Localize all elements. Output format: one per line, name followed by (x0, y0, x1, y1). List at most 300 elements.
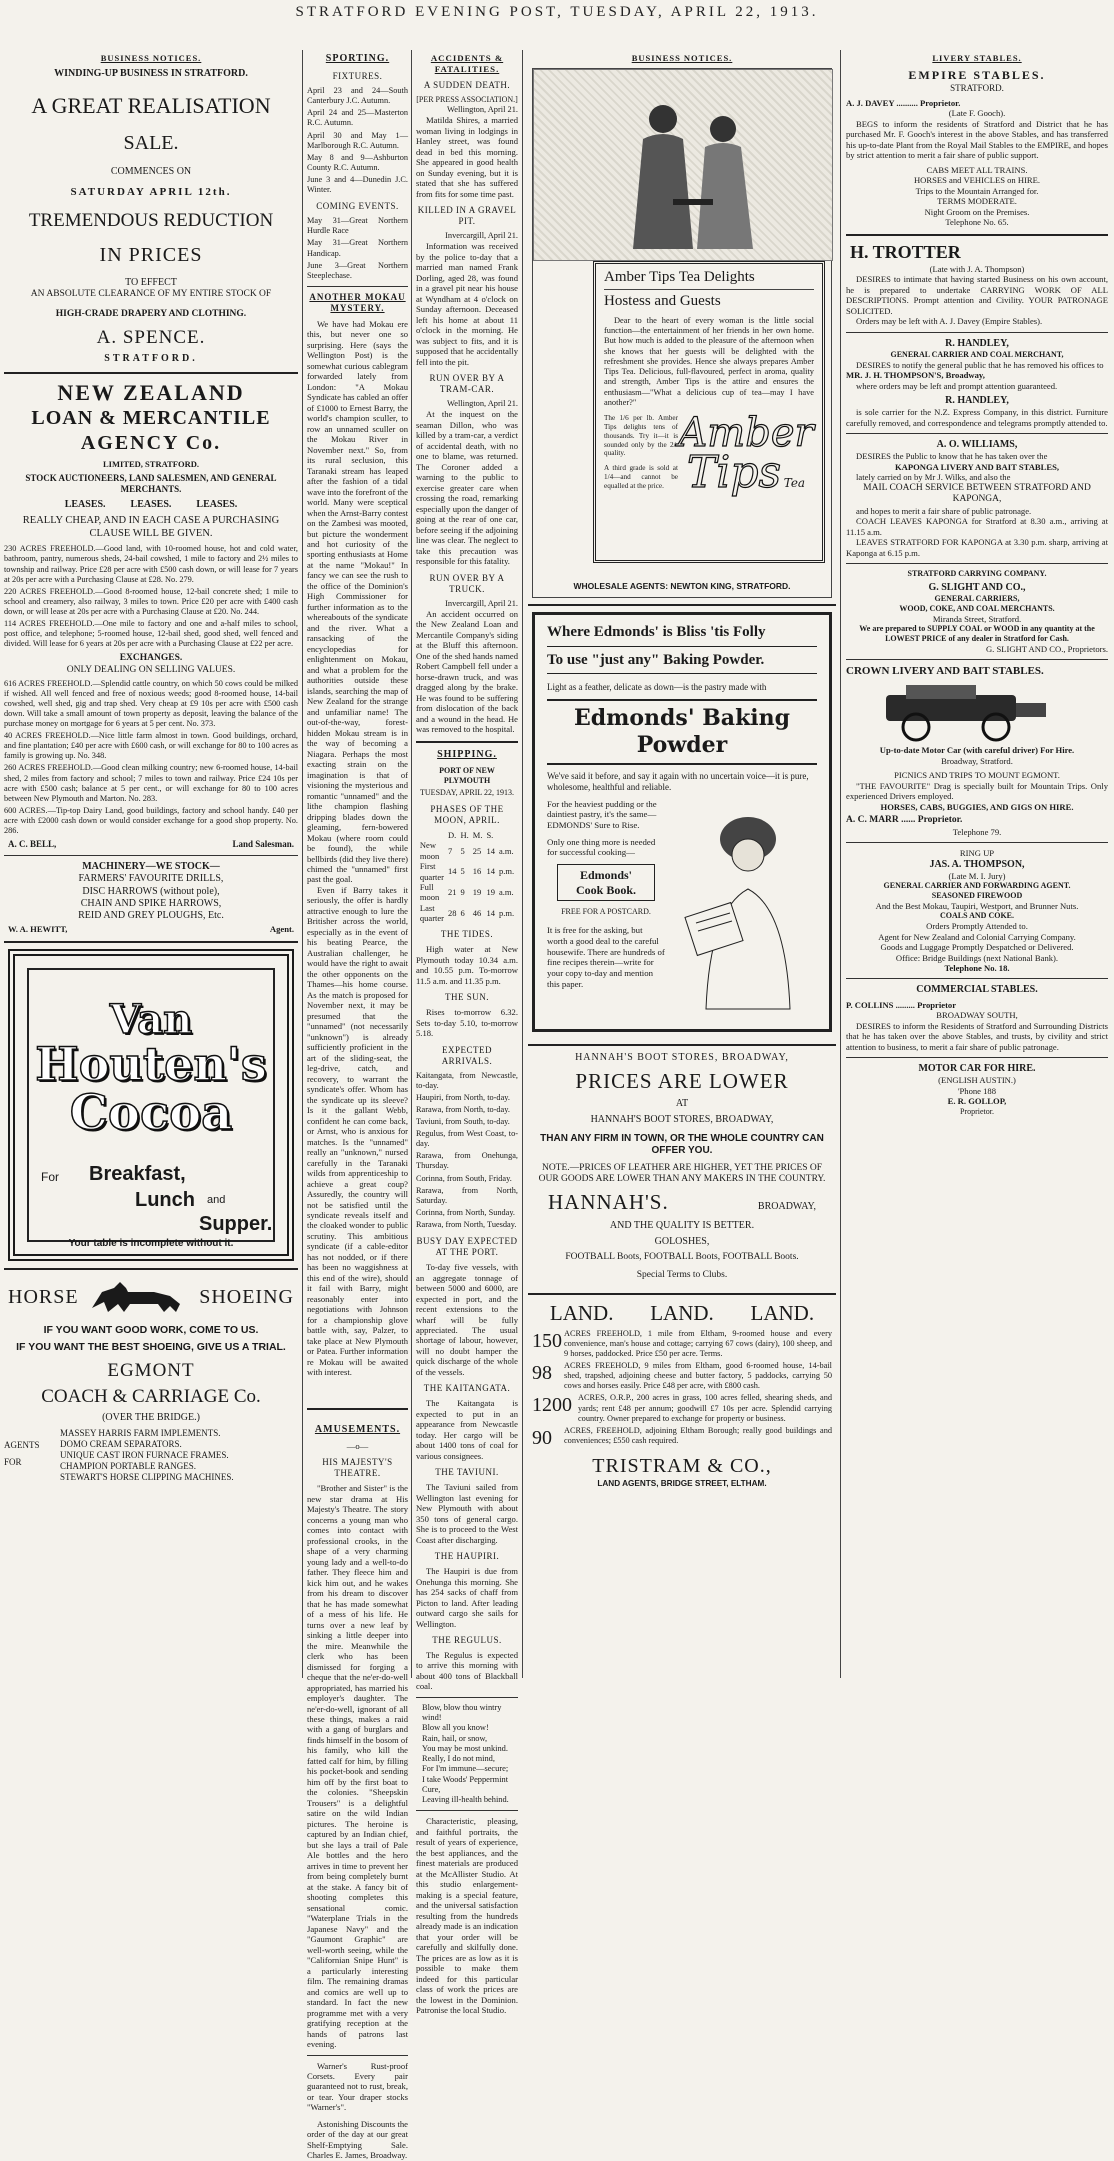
nzl-subtitle: LIMITED, STRATFORD. (103, 459, 199, 470)
spence-line: AN ABSOLUTE CLEARANCE OF MY ENTIRE STOCK OF (30, 289, 272, 300)
cell: 6 (460, 907, 465, 918)
subheading: PHASES OF THE MOON, APRIL. (430, 804, 504, 826)
spence-headline: SALE. (123, 132, 179, 155)
hannah-line: THAN ANY FIRM IN TOWN, OR THE WHOLE COUNTRY CAN OFFER YOU. (540, 1132, 824, 1156)
listing: 600 ACRES.—Tip-top Dairy Land, good buildings, factory and school handy. £40 per acre with £2000 cash down or would consider exchange for a good shop property. No. 286. (4, 805, 298, 836)
woman-reading-illustration (665, 799, 817, 1019)
article-paragraph: Matilda Shires, a married woman living in lodgings in Hanley street, was found dead in bed this morning. She appeared in good health on Sunday evening, but it is stated that she has suffered from fits for some time past. (416, 115, 518, 199)
williams-name: A. O. WILLIAMS, (936, 439, 1018, 451)
land-item (532, 1393, 832, 1423)
egmont-title: EGMONT (107, 1360, 195, 1382)
machinery-line: REID AND GREY PLOUGHS, Etc. (78, 909, 224, 921)
edmonds-book-box (557, 864, 655, 901)
motor-type: (ENGLISH AUSTIN.) (938, 1075, 1016, 1086)
spence-place: STRATFORD. (104, 353, 198, 365)
slight-title: WOOD, COKE, AND COAL MERCHANTS. (899, 604, 1055, 614)
williams-mail: MAIL COACH SERVICE BETWEEN STRATFORD AND KAPONGA, (863, 482, 1091, 505)
table-row (418, 840, 516, 861)
thompson-orders: Orders Promptly Attended to. (926, 921, 1028, 932)
port-name: PORT OF NEW PLYMOUTH (439, 765, 495, 785)
land-acres: 90 (532, 1426, 552, 1449)
amber-agents: WHOLESALE AGENTS: NEWTON KING, STRATFORD. (573, 581, 791, 591)
divider (528, 604, 836, 606)
slight-name: G. SLIGHT AND CO., (928, 582, 1026, 594)
column-accidents (416, 50, 518, 2016)
machinery-line: CHAIN AND SPIKE HARROWS, (80, 897, 222, 909)
empire-body: BEGS to inform the residents of Stratford and District that he has purchased Mr. F. Gooch's interest in the above Stables, and has transferred his up-to-date Plant from the Royal Mail Stables to the EMPIRE, and hopes by strict attention to merit a fair share of public support. (846, 118, 1108, 161)
crown-body: "THE FAVOURITE" Drag is specially built for Mountain Trips. Only experienced Drivers employed. (846, 780, 1108, 802)
thompson-wood: SEASONED FIREWOOD (931, 891, 1023, 901)
empire-line: HORSES and VEHICLES on HIRE. (913, 175, 1041, 186)
egmont-title: COACH & CARRIAGE Co. (41, 1385, 261, 1407)
poem-line: Rain, hail, or snow, (422, 1733, 488, 1743)
cell: 7 (448, 845, 453, 856)
ship-date: TUESDAY, APRIL 22, 1913. (420, 788, 514, 798)
divider (4, 855, 298, 856)
column-rule (522, 50, 523, 1678)
egmont-agency: DOMO CREAM SEPARATORS. (60, 1438, 182, 1449)
spence-line: HIGH-CRADE DRAPERY AND CLOTHING. (55, 308, 247, 319)
cell: a.m. (498, 887, 514, 898)
egmont-agents (4, 1428, 298, 1483)
divider (4, 1268, 298, 1270)
thompson-name: JAS. A. THOMPSON, (929, 858, 1025, 870)
nzl-title: AGENCY Co. (80, 431, 222, 454)
cell: First quarter (419, 861, 444, 882)
handley-body: where orders may be left and prompt attention guaranteed. (856, 380, 1058, 391)
machinery-agent-name: W. A. HEWITT, (8, 924, 68, 935)
divider (307, 286, 408, 287)
event: May 31—Great Northern Handicap. (307, 238, 408, 258)
nzl-title: LOAN & MERCANTILE (31, 407, 271, 430)
divider (416, 741, 518, 743)
edmonds-text: For the heaviest pudding or the daintiest pastry, it's the same—EDMONDS' Sure to Rise. (547, 798, 657, 830)
section-header: AMUSEMENTS. (314, 1423, 401, 1435)
edmonds-text: Only one thing more is needed for successful cooking— (547, 836, 656, 858)
cocoa-meal: Supper. (199, 1212, 273, 1235)
hannah-line: Special Terms to Clubs. (636, 1269, 728, 1280)
edmonds-book: Edmonds' (579, 868, 633, 883)
cocoa-and: and (207, 1193, 226, 1206)
nzl-leases: LEASES. LEASES. LEASES. (64, 498, 238, 510)
crown-body: PICNICS AND TRIPS TO MOUNT EGMONT. (894, 770, 1060, 781)
cell: 19 (472, 887, 482, 898)
machinery-agent (8, 924, 294, 934)
article-paragraph: To-day five vessels, with an aggregate tonnage of between 5000 and 6000, are expected in port, and the recent extensions to the wharf will be fully appreciated. The usual shortage of labour, however, will no doubt hamper the quick discharge of the whole of the vessels. (416, 1262, 518, 1377)
divider (416, 1697, 518, 1698)
egmont-line: IF YOU WANT THE BEST SHOEING, GIVE US A TRIAL. (16, 1340, 286, 1353)
subheading: COMING EVENTS. (316, 201, 399, 212)
motor-phone: 'Phone 188 (957, 1085, 997, 1096)
subheading: THE HAUPIRI. (434, 1551, 500, 1562)
hannah-line: AT (675, 1098, 689, 1110)
egmont-agency: STEWART'S HORSE CLIPPING MACHINES. (60, 1471, 234, 1482)
event: May 31—Great Northern Hurdle Race (307, 216, 408, 236)
slight-body: We are prepared to SUPPLY COAL or WOOD in any quantity at the LOWEST PRICE of any dealer in Stratford for Cash. (859, 624, 1095, 644)
divider (528, 1044, 836, 1046)
dateline: Invercargill, April 21. (445, 598, 518, 608)
slight-head: STRATFORD CARRYING COMPANY. (907, 569, 1047, 579)
handley-title: GENERAL CARRIER AND COAL MERCHANT, (890, 349, 1064, 359)
land-desc: ACRES FREEHOLD, 1 mile from Eltham, 9-roomed house and every convenience, man's house and cottage; carrying 67 cows (dairy), 100 sheep, and 9 horses, paddocked. Price £50 per acre. Terms. (564, 1328, 832, 1359)
land-desc: ACRES, FREEHOLD, adjoining Eltham Borough; really good buildings and conveniences; £550 cash required. (564, 1425, 832, 1445)
section-header: SPORTING. (325, 53, 390, 64)
machinery-agent-title: Agent. (269, 924, 294, 935)
land-acres: 98 (532, 1362, 552, 1385)
williams-body: and hopes to merit a fair share of public patronage. (856, 505, 1032, 516)
empire-line: Night Groom on the Premises. (924, 206, 1030, 217)
poem-line: For I'm immune—secure; (422, 1764, 509, 1774)
amber-logo-text: Tea (783, 476, 806, 491)
subheading: THE REGULUS. (432, 1635, 502, 1646)
thompson-ring: RING UP (959, 848, 995, 859)
spence-line: COMMENCES ON (110, 165, 192, 177)
ornament: —o— (346, 1440, 369, 1451)
cocoa-tagline: Your table is incomplete without it. (68, 1237, 234, 1249)
poem-line: Really, I do not mind, (422, 1754, 495, 1764)
article-paragraph: The Haupiri is due from Onehunga this morning. She has 254 sacks of chaff from Picton to land. After leading outward cargo she sails for Wellington. (416, 1566, 518, 1629)
section-header: LIVERY STABLES. (932, 53, 1022, 63)
spence-line: TO EFFECT (125, 276, 177, 288)
spence-date: SATURDAY APRIL 12th. (70, 185, 232, 198)
subheading: THE KAITANGATA. (423, 1383, 511, 1394)
listing: 40 ACRES FREEHOLD.—Nice little farm almost in town. Good buildings, orchard, and fine plantation; £40 per acre with £600 cash, or will exchange for 80 to 100 acres as family is growing up. No. 348. (4, 731, 298, 761)
poem-line: I take Woods' Peppermint Cure, (422, 1774, 509, 1794)
divider (846, 659, 1108, 660)
hannah-name: HANNAH'S. (548, 1190, 669, 1215)
fixture: April 30 and May 1—Marlborough R.C. Autumn. (307, 130, 408, 150)
spence-advert (4, 68, 298, 365)
arrival: Regulus, from West Coast, to-day. (416, 1129, 518, 1149)
trotter-name: H. TROTTER (850, 241, 961, 262)
article-paragraph: We have had Mokau ere this, but never one so surprising. Here (says the Wellington Post) is the somewhat curious cablegram forwarded lately from London: "A Mokau Syndicate has cabled an offer of £1000 to Ernest Barry, the world's champion sculler, to row an unnamed sculler on the Mokau River in November next." So, from its rural seclusion, this Taranaki stream has leaped after the fashion of a tidal wave into the forefront of the world. Many were sceptical when the Arnst-Barry contest on the Zambesi was mooted, but picture the wonderment and hot curiosity of the sporting enthusiasts at Home at the name "Mokau!" In fancy we can see the rush to the office of the Dominion's High Commissioner for further information as to the whereabouts of the syndicate and the river. What a ransacking of the encyclopedias for enlightenment on Mokau, and what a problem for the authorities outside these islands, searching the map of New Zealand for the strange and unfamiliar name! The out-of-the-way, forest-hidden Mokau stream is in the way of becoming a Niagara. Perhaps the most exacting strain on the imagination is that of visioning the mysterious and romantic "unnamed" and the lithe champion flashing dripping blades down the gleaming, fern-bowered Mokau (where room could be found), the while bellbirds (did they live there) chimed the "unnamed" first past the goal. (307, 318, 409, 885)
listing: 260 ACRES FREEHOLD.—Good clean milking country; new 6-roomed house, 14-bail shed, 2 miles from factory and school; 7 miles to town and railway. Price £24 10s per acre with £500 cash; balance at 5 per cent., or will exchange for 80 to 100 acres between New Plymouth and Marton. No. 283. (4, 763, 298, 803)
section-header: SHIPPING. (437, 748, 497, 760)
land-desc: ACRES FREEHOLD, 9 miles from Eltham, good 6-roomed house, 14-bail shed, trapshed, adjoining cheese and butter factory, 5 paddocks, carrying 50 cows and horses easily. Price £48 per acre, with £800 cash. (564, 1361, 832, 1391)
handley-body: DESIRES to notify the general public that he has removed his offices to (856, 359, 1104, 370)
cell: 16 (472, 866, 482, 877)
cell: 14 (486, 845, 495, 856)
cell: Last quarter (419, 902, 444, 923)
table-row (418, 882, 516, 903)
edmonds-book-offer: FREE FOR A POSTCARD. (561, 907, 651, 917)
machinery-line: FARMERS' FAVOURITE DRILLS, (78, 873, 224, 885)
divider (307, 2055, 408, 2056)
cell: 19 (486, 887, 495, 898)
empire-late: (Late F. Gooch). (948, 108, 1006, 119)
cell: a.m. (498, 845, 514, 856)
amber-note: The 1/6 per lb. Amber Tips delights tens of thousands. Try it—it is sounded only by the 2/- quality. (604, 414, 678, 458)
subheading: FIXTURES. (332, 71, 383, 82)
egmont-horse: HORSE (8, 1285, 79, 1308)
commercial-head: COMMERCIAL STABLES. (916, 984, 1038, 996)
article-paragraph: The Kaitangata is expected to put in an appearance from Newcastle today. Her cargo will be about 1400 tons of coal for various consignees. (416, 1398, 518, 1461)
dateline: Wellington, April 21. (447, 399, 518, 409)
egmont-advert (4, 1278, 298, 1483)
cell: 5 (460, 845, 465, 856)
arrival: Taviuni, from South, to-day. (416, 1117, 510, 1127)
edmonds-book: Cook Book. (575, 882, 637, 897)
arrival: Rarawa, from Onehunga, Thursday. (416, 1151, 518, 1171)
spence-name: A. SPENCE. (96, 327, 206, 349)
hannah-note: NOTE.—PRICES OF LEATHER ARE HIGHER, YET THE PRICES OF OUR GOODS ARE LOWER THAN ANY MAKERS IN THE COUNTRY. (538, 1162, 826, 1185)
machinery-advert (4, 861, 298, 934)
article-paragraph: Even if Barry takes it seriously, the offer is hardly attractive enough to lure the Britisher across the world, especially as in the event of his beating Pearce, the Australian challenger, he would have the right to await the other opponents on the Thames—his home course. As the match is proposed for November next, it may be presumed that the "unnamed" (not necessarily "unknown") is already sufficiently proficient in the art of the sliding-seat, the leg-drive, catch, and recovery, to warrant the syndicate's offer. Whom has the syndicate up its sleeve? Is it the gallant Webb, confident he can come back, or Arnst, who is anxious for matches. Is the "unnamed" really an "unknown," nursed carefully in the Taranaki wilds from apprenticeship to achieve a great coup? Assuredly, the country will not be satisfied until the syndicate reveals itself and the cloaked wonder to public scrutiny. This ambitious syndicate (if a cable-editor has not nodded, or if there has been no waggishness at this end of the wire), should it fail with Barry, might reasonably enter into negotiations with Johnson for a championship glove battle with, say, Palzer, to take place at New Plymouth or Patea. Further information re Mokau will be awaited with interest. (307, 884, 408, 1378)
handley-name: R. HANDLEY, (945, 337, 1009, 349)
trotter-orders: Orders may be left with A. J. Davey (Empire Stables). (856, 316, 1043, 327)
dateline: Wellington, April 21. (447, 105, 518, 115)
spence-headline: IN PRICES (99, 243, 203, 266)
cocoa-brand: Van (109, 995, 193, 1043)
article-paragraph: "Brother and Sister" is the new star drama at His Majesty's Theatre. The story concerns a young man who comes into contact with professional crooks, in the shape of a very charming young lady and a well-to-do father. They fleece him and kick him out, and he wakes from his dream to discover that he has made somewhat of a mess of his life. He turns over a new leaf by sinking a little deeper into the mire. Meanwhile the clerk who has been dismissed for forging a cheque that the ne'er-do-well appropriated, has married his employer's daughter. The ne'er-do-well, ignorant of all these things, makes a raid with a gang of burglars and finds himself in the bosom of his family, who kill the fatted calf for him, by filling his pocket-book and sending him off by the first boat to the colonies. "Sheepskin Trousers" is a delightful satire on the wild Indian pictures. The heroine is captured by an Indian chief, but she lays a trail of Pale Ale bottles and the hero arrives in time to prevent her from being completely burnt at the stake. A fancy bit of shooting completes this sensational comic. "Waterplane Trials in the Japanese Navy" and the "Gaumont Graphic" are well-worth seeing, while the "Californian Snipe Hunt" is a particularly interesting film. The remaining dramas and comics are well up to standard. In fact the new programme met with a very gratifying reception at the hands of patrons last evening. (307, 1483, 408, 2050)
egmont-agency: MASSEY HARRIS FARM IMPLEMENTS. (60, 1427, 221, 1438)
cell: p.m. (498, 866, 515, 877)
tea-party-illustration-figures (613, 89, 763, 259)
handley-body: is sole carrier for the N.Z. Express Company, in this district. Furniture carefully removed, and correspondence and telegrams promptly attended to. (846, 407, 1108, 428)
notice: Astonishing Discounts the order of the day at our great Shelf-Emptying Sale. Charles E. James, Broadway. (307, 2118, 408, 2161)
handley-address: MR. J. H. THOMPSON'S, Broadway, (846, 370, 985, 381)
nzl-intro: REALLY CHEAP, AND IN EACH CASE A PURCHASING CLAUSE WILL BE GIVEN. (22, 514, 280, 539)
poem-line: Leaving ill-health behind. (422, 1795, 509, 1805)
egmont-line: IF YOU WANT GOOD WORK, COME TO US. (43, 1323, 259, 1336)
arrival: Haupiri, from North, to-day. (416, 1092, 510, 1102)
cocoa-for: For (41, 1169, 59, 1184)
edmonds-text: We've said it before, and say it again with no uncertain voice—it is pure, wholesome, healthful and reliable. (547, 770, 809, 792)
arrival: Corinna, from North, Sunday. (416, 1207, 516, 1217)
horse-icon (84, 1278, 194, 1316)
subheading: THE TAVIUNI. (435, 1467, 499, 1478)
hannah-line: AND THE QUALITY IS BETTER. (609, 1219, 755, 1231)
slight-address: Miranda Street, Stratford. (932, 613, 1022, 624)
thompson-coals: COALS AND COKE. (939, 911, 1014, 921)
cocoa-meal: Lunch (135, 1188, 195, 1211)
divider (846, 234, 1108, 236)
column-sporting (307, 50, 409, 2161)
thompson-tel: Telephone No. 18. (944, 962, 1010, 973)
motor-prop-title: Proprietor. (960, 1106, 994, 1116)
poem-line: You may be most unkind. (422, 1743, 508, 1753)
thompson-goods: Goods and Luggage Promptly Despatched or Delivered. (880, 942, 1074, 953)
egmont-line: (OVER THE BRIDGE.) (102, 1411, 200, 1423)
land-headline: LAND. LAND. LAND. (549, 1301, 815, 1326)
masthead: STRATFORD EVENING POST, TUESDAY, APRIL 22, 1913. (295, 4, 819, 20)
nzl-subtitle: STOCK AUCTIONEERS, LAND SALESMEN, AND GENERAL MERCHANTS. (25, 472, 277, 494)
cell: 46 (472, 907, 482, 918)
divider (846, 1057, 1108, 1058)
column-rule (840, 50, 841, 1678)
divider (846, 842, 1108, 843)
table-row (418, 903, 516, 924)
crown-address: Broadway, Stratford. (941, 755, 1013, 766)
hannah-addr: BROADWAY, (757, 1201, 816, 1213)
cell: 14 (448, 866, 457, 877)
subheading: A SUDDEN DEATH. (423, 80, 511, 91)
land-item (532, 1361, 832, 1391)
crown-title: CROWN LIVERY AND BAIT STABLES. (846, 665, 1044, 678)
cell: 25 (472, 845, 482, 856)
poem-line: Blow all you know! (422, 1723, 489, 1733)
crown-body: HORSES, CABS, BUGGIES, AND GIGS ON HIRE. (880, 801, 1074, 812)
cell: p.m. (498, 907, 515, 918)
egmont-agents-label: AGENTS (4, 1439, 40, 1450)
hannah-line: HANNAH'S BOOT STORES, BROADWAY, (575, 1052, 789, 1064)
spence-headline: A GREAT REALISATION (31, 92, 271, 118)
moon-col: H. (460, 830, 469, 841)
williams-coach: COACH LEAVES KAPONGA for Stratford at 8.30 a.m., arriving at 11.15 a.m. (846, 516, 1108, 537)
motor-car-illustration (846, 679, 1096, 743)
article-paragraph: At the inquest on the seaman Dillon, who was killed by a tram-car, a verdict of accidental death, with no one to blame, was returned. The Coroner added a warning to the public to exercise greater care when crossing the road, remarking especially upon the danger of going at the rear of one car, before seeing if the adjoining line was clear. The neglect to take this precaution was responsible for this fatality. (416, 409, 518, 567)
nzl-title: NEW ZEALAND (57, 379, 245, 405)
trotter-late: (Late with J. A. Thompson) (929, 263, 1025, 274)
amber-body: Dear to the heart of every woman is the little social function—the entertainment of her friends in her own home. But how much is added to the pleasure of the afternoon when she knows that her guests will be delighted with the refreshment she provides. Hence she always prepares Amber Tips Tea. Delicious, full-flavoured, perfect in aroma, quality and strength, Amber Tips is the attire and ensures the enthusiasm—"What a delicious cup of tea—may I have another?" (604, 315, 814, 407)
exchanges-intro: ONLY DEALING ON SELLING VALUES. (66, 664, 236, 675)
machinery-line: DISC HARROWS (without pole), (82, 885, 220, 897)
section-header: BUSINESS NOTICES. (631, 53, 733, 63)
cell: 5 (460, 866, 465, 877)
arrival: Rarawa, from North, to-day. (416, 1104, 510, 1114)
amber-logo-text: Tips (686, 447, 782, 499)
divider (528, 1293, 836, 1295)
divider (846, 332, 1108, 333)
listing: 616 ACRES FREEHOLD.—Splendid cattle country, on which 50 cows could be milked if wished. All well fenced and free of noxious weeds; good 8-roomed house, 14-bail cowshed, well shed, gig and trap shed. Very cheap at £9 10s per acre with £500 cash down. Will take a small amount of town property as deposit, leaving the balance of the purchase money on mortgage for 6 years at 5 per cent. No. 373. (4, 678, 298, 728)
article-paragraph: The Taviuni sailed from Wellington last evening for New Plymouth with about 350 tons of general cargo. She is to proceed to the West Coast after discharging. (416, 1482, 518, 1545)
empire-line: TERMS MODERATE. (937, 196, 1017, 207)
egmont-for-label: FOR (4, 1456, 22, 1467)
poem (416, 1703, 518, 1806)
cell: Full moon (419, 881, 440, 903)
edmonds-text: It is free for the asking, but worth a good deal to the careful housewife. There are hundreds of fine recipes therein—write for your copy to-day and mention this paper. (547, 925, 665, 989)
cell: 14 (486, 866, 495, 877)
article-paragraph: Rises to-morrow 6.32. Sets to-day 5.10, to-morrow 5.18. (416, 1007, 518, 1039)
column-rule (411, 50, 412, 1678)
edmonds-title: Where Edmonds' is Bliss 'tis Folly (547, 623, 817, 646)
notice: Characteristic, pleasing, and faithful portraits, the result of years of experience, the best appliances, and the finest materials are produced at the McAllister Studio. At this studio enlargement-making is a special feature, and the universal satisfaction resulting from the hundreds already made is an indication that your order will be carefully and skilfully done. The prices are as low as it is possible to make them indeed for this particular class of work the prices are the lowest in the Dominion. Patronise the local Studio. (416, 1816, 518, 2016)
williams-bold: KAPONGA LIVERY AND BAIT STABLES, (894, 461, 1060, 472)
williams-body: lately carried on by Mr J. Wilks, and also the (856, 472, 1011, 483)
table-row (418, 861, 516, 882)
edmonds-title: To use "just any" Baking Powder. (547, 647, 817, 674)
egmont-agency: CHAMPION PORTABLE RANGES. (60, 1460, 197, 1471)
arrival: Corinna, from South, Friday. (416, 1173, 512, 1183)
fixture: June 3 and 4—Dunedin J.C. Winter. (307, 175, 408, 195)
subheading: BUSY DAY EXPECTED AT THE PORT. (416, 1236, 518, 1258)
subheading: RUN OVER BY A TRAM-CAR. (429, 373, 505, 395)
listing: 114 ACRES FREEHOLD.—One mile to factory and one and a-half miles to school, post office, and telephone; 5-roomed house, 12-bail shed, good shed, well fenced and divided. Will lease for 6 years at 20s per acre with a Purchasing Clause at £22 per acre. (4, 619, 298, 649)
section-header: BUSINESS NOTICES. (100, 53, 202, 63)
thompson-body: And the Best Mokau, Taupiri, Westport, and Brunner Nuts. (875, 900, 1079, 911)
spence-line: WINDING-UP BUSINESS IN STRATFORD. (54, 68, 248, 80)
empire-title: EMPIRE STABLES. (908, 68, 1046, 83)
dateline: Invercargill, April 21. (445, 231, 518, 241)
agent-line (8, 839, 294, 850)
exchanges-head: EXCHANGES. (119, 653, 183, 664)
empire-line: Trips to the Mountain Arranged for. (915, 185, 1039, 196)
hannah-line: FOOTBALL Boots, FOOTBALL Boots, FOOTBALL Boots. (565, 1252, 799, 1263)
spence-headline: TREMENDOUS REDUCTION (28, 210, 274, 232)
crown-prop: A. C. MARR ...... Proprietor. (846, 815, 963, 826)
land-firm: TRISTRAM & CO., (592, 1455, 772, 1478)
thompson-title: GENERAL CARRIER AND FORWARDING AGENT. (883, 881, 1071, 891)
column-business-notices (4, 50, 298, 1483)
crown-tel: Telephone 79. (952, 826, 1002, 837)
thompson-late: (Late M. I. Jury) (948, 870, 1006, 881)
amber-title: Amber Tips Tea Delights (604, 268, 814, 289)
hannah-line: HANNAH'S BOOT STORES, BROADWAY, (590, 1114, 774, 1126)
thompson-office: Office: Bridge Buildings (next National Bank). (895, 952, 1059, 963)
article-paragraph: The Regulus is expected to arrive this morning with about 400 tons of Blackball coal. (416, 1650, 518, 1692)
cell: 21 (448, 887, 457, 898)
listing: 220 ACRES FREEHOLD.—Good 8-roomed house, 12-bail concrete shed; 1 mile to school and creamery, also railway, 3 miles to town. Price £20 per acre with £400 cash down, or will lease at 20s per acre with a Purchasing Clause at £20. No. 244. (4, 586, 298, 616)
nzl-advert (4, 380, 298, 541)
land-item (532, 1426, 832, 1450)
cocoa-brand: Cocoa (69, 1084, 233, 1141)
edmonds-advert (532, 612, 832, 1032)
trotter-body: DESIRES to intimate that having started Business on his own account, he is prepared to undertake CARRYING WORK OF ALL DESCRIPTIONS. Prompt attention and Civility. YOUR PATRONAGE SOLICITED. (846, 274, 1108, 316)
poem-line: Blow, blow thou wintry wind! (422, 1702, 502, 1723)
hannah-headline: PRICES ARE LOWER (575, 1068, 789, 1093)
land-advert (532, 1301, 832, 1488)
williams-body: DESIRES the Public to know that he has taken over the (856, 451, 1048, 462)
handley-name: R. HANDLEY, (945, 395, 1009, 407)
article-paragraph: Information was received by the police to-day that a married man named Frank Dorling, aged 28, was found in a gravel pit near his house at Wyndham at 4 o'clock on Sunday afternoon. Deceased left his home at about 11 o'clock in the morning. He was subject to fits, and it is supposed that he accidentally fell into the pit. (416, 241, 518, 367)
amber-logo-text: Amber (678, 410, 814, 457)
article-heading: ANOTHER MOKAU MYSTERY. (309, 291, 406, 313)
land-item (532, 1329, 832, 1359)
moon-table (418, 830, 516, 923)
subheading: THE TIDES. (440, 929, 494, 940)
motor-prop: E. R. GOLLOP, (947, 1096, 1007, 1107)
divider (416, 1810, 518, 1811)
fixture: April 23 and 24—South Canterbury J.C. Autumn. (307, 86, 408, 106)
subheading: THE SUN. (445, 992, 489, 1003)
subheading: RUN OVER BY A TRUCK. (429, 572, 505, 594)
cocoa-advert (8, 949, 294, 1261)
edmonds-text: Light as a feather, delicate as down—is the pastry made with (547, 681, 767, 692)
slight-prop: G. SLIGHT AND CO., Proprietors. (985, 643, 1108, 654)
thompson-agent: Agent for New Zealand and Colonial Carrying Company. (878, 931, 1076, 942)
hannah-advert (534, 1052, 830, 1281)
commercial-prop: P. COLLINS ......... Proprietor (846, 999, 957, 1010)
cell: 28 (448, 907, 457, 918)
arrival: Rarawa, from North, Saturday. (416, 1185, 518, 1205)
cell: 14 (486, 907, 495, 918)
column-business-notices-2 (528, 50, 836, 1489)
notice: Warner's Rust-proof Corsets. Every pair guaranteed not to rust, break, or tear. Your draper stocks "Warner's". (307, 2060, 408, 2113)
empire-line: Telephone No. 65. (945, 217, 1009, 228)
moon-col: S. (486, 830, 494, 841)
edmonds-brand: Edmonds' Baking Powder (547, 699, 817, 765)
divider (846, 978, 1108, 979)
cocoa-meal: Breakfast, (89, 1162, 186, 1185)
article-paragraph: An accident occurred on the New Zealand Loan and Mercantile Company's siding at the Bluff this afternoon. One of the shed hands named Robert Campbell fell under a horse-drawn truck, and was dragged along by the brake. He was found to be suffering from dislocation of the back and a wound in the head. He was removed to the hospital. (416, 608, 518, 735)
moon-col: M. (472, 830, 483, 841)
arrival: Kaitangata, from Newcastle, to-day. (416, 1070, 518, 1090)
event: June 3—Great Northern Steeplechase. (307, 260, 408, 280)
empire-line: CABS MEET ALL TRAINS. (926, 164, 1028, 175)
divider (846, 433, 1108, 434)
agent-name: A. C. BELL, (8, 839, 57, 850)
cocoa-brand: Houten's (35, 1036, 267, 1091)
amber-tips-panel (593, 261, 825, 563)
subheading: HIS MAJESTY'S THEATRE. (322, 1457, 393, 1479)
listing: 230 ACRES FREEHOLD.—Good land, with 10-roomed house, hot and cold water, bathroom, pantry, numerous sheds, 24-bail cowshed, 1 mile to factory and 2½ miles to township and railway. Price £28 per acre with £500 cash down, or will lease for 7 years at 20s per acre with a Purchasing Clause at £28. No. 279. (4, 544, 298, 584)
subheading: EXPECTED ARRIVALS. (441, 1044, 493, 1066)
land-acres: 150 (532, 1329, 562, 1352)
empire-proprietor: A. J. DAVEY .......... Proprietor. (846, 97, 961, 108)
slight-title: GENERAL CARRIERS, (934, 594, 1020, 604)
divider (307, 1408, 408, 1410)
williams-coach: LEAVES STRATFORD FOR KAPONGA at 3.30 p.m. sharp, arriving at Kaponga at 6.15 p.m. (846, 537, 1108, 558)
